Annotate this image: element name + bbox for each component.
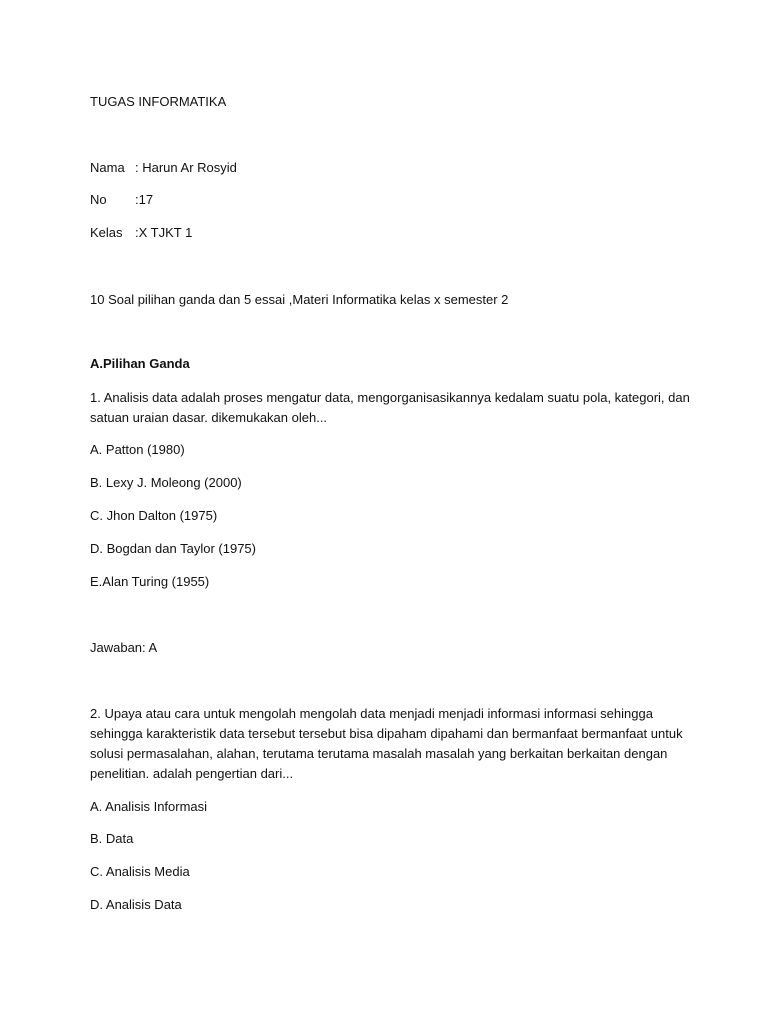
question-2-line-1: 2. Upaya atau cara untuk mengolah mengolah data menjadi menjadi informasi informasi sehingga [90,706,653,721]
student-name-row [90,158,237,178]
question-1-option: C. Jhon Dalton (1975) [90,508,218,523]
question-2-option: B. Data [90,831,134,846]
class-label: Kelas [90,225,123,240]
no-label: No [90,192,107,207]
name-value: : Harun Ar Rosyid [135,160,237,175]
question-2-option: C. Analisis Media [90,864,190,879]
intro-text: 10 Soal pilihan ganda dan 5 essai ,Materi Informatika kelas x semester 2 [90,292,509,307]
student-no-row [90,190,153,210]
class-value: :X TJKT 1 [135,225,193,240]
student-class-row [90,223,192,243]
section-heading: A.Pilihan Ganda [90,356,190,371]
question-1-answer: Jawaban: A [90,640,158,655]
question-2-line-3: solusi permasalahan, alahan, terutama terutama masalah masalah yang berkaitan berkaitan dengan [90,746,668,761]
question-2-line-2: sehingga karakteristik data tersebut tersebut bisa dipaham dipahami dan bermanfaat bermanfaat untuk [90,726,683,741]
no-value: :17 [135,192,154,207]
question-1-option: D. Bogdan dan Taylor (1975) [90,541,256,556]
question-1-line-2: satuan uraian dasar. dikemukakan oleh... [90,410,328,425]
question-2-line-4: penelitian. adalah pengertian dari... [90,766,294,781]
question-2-option: A. Analisis Informasi [90,799,208,814]
document-title: TUGAS INFORMATIKA [90,94,227,109]
question-1-option: B. Lexy J. Moleong (2000) [90,475,242,490]
question-1-option: E.Alan Turing (1955) [90,574,210,589]
name-label: Nama [90,160,125,175]
question-1-line-1: 1. Analisis data adalah proses mengatur data, mengorganisasikannya kedalam suatu pola, kategori, dan [90,390,690,405]
question-2-option: D. Analisis Data [90,897,182,912]
question-1-option: A. Patton (1980) [90,442,185,457]
